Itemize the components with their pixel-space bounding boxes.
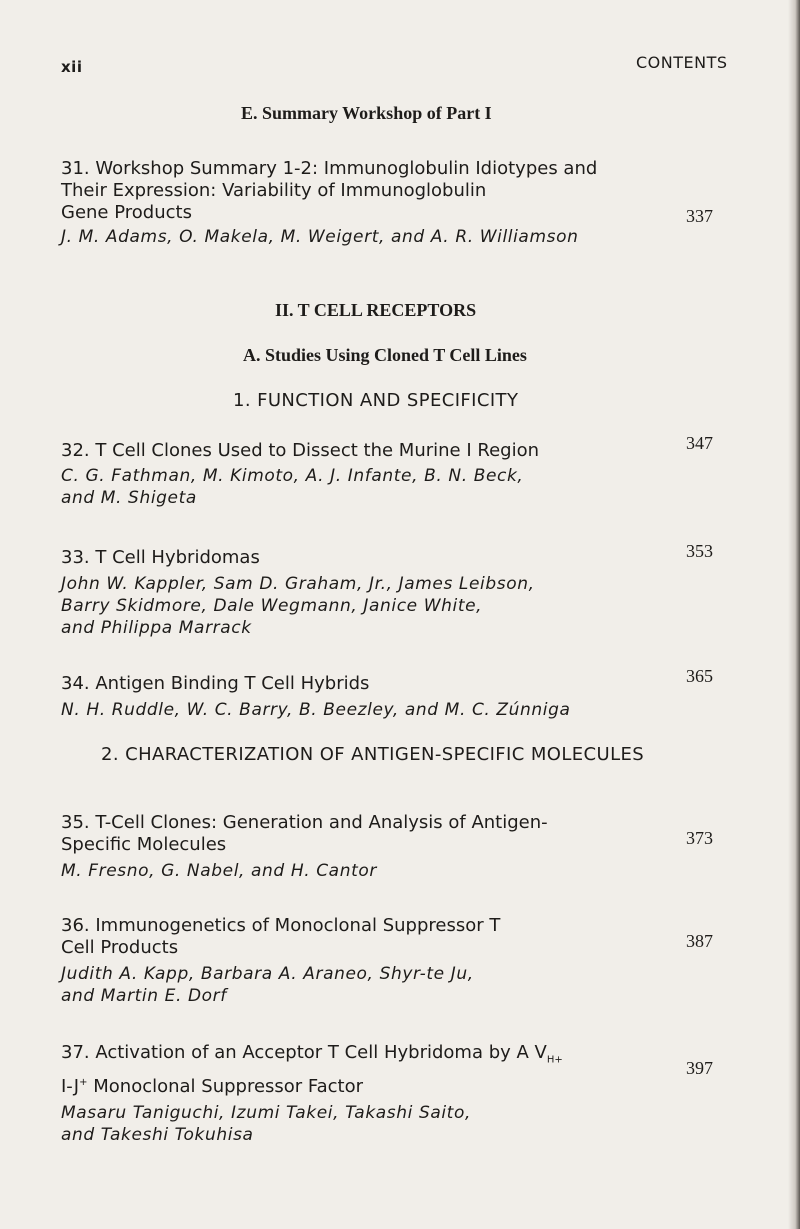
subsection-heading-2: 2. CHARACTERIZATION OF ANTIGEN-SPECIFIC MOLECULES xyxy=(101,744,645,765)
entry-authors: John W. Kappler, Sam D. Graham, Jr., James Leibson, xyxy=(61,574,535,594)
page-number-31: 337 xyxy=(686,206,713,226)
entry-title-line: 34. Antigen Binding T Cell Hybrids xyxy=(61,673,370,694)
entry-authors: and Martin E. Dorf xyxy=(61,986,227,1006)
page-number-36: 387 xyxy=(686,931,713,951)
entry-title-text: 37. Activation of an Acceptor T Cell Hybridoma by A V xyxy=(61,1042,547,1063)
entry-title-text: Monoclonal Suppressor Factor xyxy=(87,1075,364,1097)
entry-authors: C. G. Fathman, M. Kimoto, A. J. Infante, B. N. Beck, xyxy=(61,466,524,486)
entry-title-line: 35. T-Cell Clones: Generation and Analysis of Antigen- xyxy=(61,812,548,833)
superscript-text: + xyxy=(79,1076,88,1088)
entry-title-line: 32. T Cell Clones Used to Dissect the Murine I Region xyxy=(61,440,539,461)
entry-authors: N. H. Ruddle, W. C. Barry, B. Beezley, and M. C. Zúnniga xyxy=(61,700,571,720)
entry-title-line: 36. Immunogenetics of Monoclonal Suppressor T xyxy=(61,915,501,936)
toc-entry-31[interactable] xyxy=(61,158,741,248)
toc-entry-34[interactable] xyxy=(61,673,741,721)
toc-entry-35[interactable] xyxy=(61,812,741,882)
page-number-37: 397 xyxy=(686,1058,713,1078)
entry-authors: Barry Skidmore, Dale Wegmann, Janice White, xyxy=(61,596,483,616)
section-e-heading: E. Summary Workshop of Part I xyxy=(241,103,492,123)
section-a-heading: A. Studies Using Cloned T Cell Lines xyxy=(243,345,527,365)
page-number-35: 373 xyxy=(686,828,713,848)
entry-authors: and M. Shigeta xyxy=(61,488,197,508)
entry-authors: and Philippa Marrack xyxy=(61,618,252,638)
entry-title-line: 33. T Cell Hybridomas xyxy=(61,547,260,568)
entry-authors: Judith A. Kapp, Barbara A. Araneo, Shyr-te Ju, xyxy=(61,964,474,984)
entry-title-line xyxy=(61,1042,741,1072)
toc-entry-32[interactable] xyxy=(61,440,741,509)
subscript-text: H+ xyxy=(546,1054,563,1066)
entry-title-line: Gene Products xyxy=(61,202,192,223)
toc-entry-36[interactable] xyxy=(61,915,741,1007)
entry-title-line: Specific Molecules xyxy=(61,834,227,855)
entry-title-line: Cell Products xyxy=(61,937,179,958)
page-edge-shadow xyxy=(788,0,800,1229)
toc-entry-37[interactable] xyxy=(61,1042,741,1146)
entry-authors: Masaru Taniguchi, Izumi Takei, Takashi Saito, xyxy=(61,1102,471,1123)
entry-authors: J. M. Adams, O. Makela, M. Weigert, and A. R. Williamson xyxy=(61,227,579,247)
entry-authors: and Takeshi Tokuhisa xyxy=(61,1124,254,1145)
page-number-34: 365 xyxy=(686,666,713,686)
running-head: CONTENTS xyxy=(636,53,728,72)
entry-title-line: Their Expression: Variability of Immunoglobulin xyxy=(61,180,487,201)
part-heading: II. T CELL RECEPTORS xyxy=(275,300,477,320)
page-folio: xii xyxy=(61,58,83,76)
entry-title-line xyxy=(61,1072,741,1098)
toc-entry-33[interactable] xyxy=(61,547,741,639)
page-number-32: 347 xyxy=(686,433,713,453)
entry-title-text: I-J xyxy=(61,1075,80,1097)
page-number-33: 353 xyxy=(686,541,713,561)
entry-authors: M. Fresno, G. Nabel, and H. Cantor xyxy=(61,861,377,881)
entry-title-line: 31. Workshop Summary 1-2: Immunoglobulin Idiotypes and xyxy=(61,158,598,179)
subsection-heading-1: 1. FUNCTION AND SPECIFICITY xyxy=(233,390,519,411)
